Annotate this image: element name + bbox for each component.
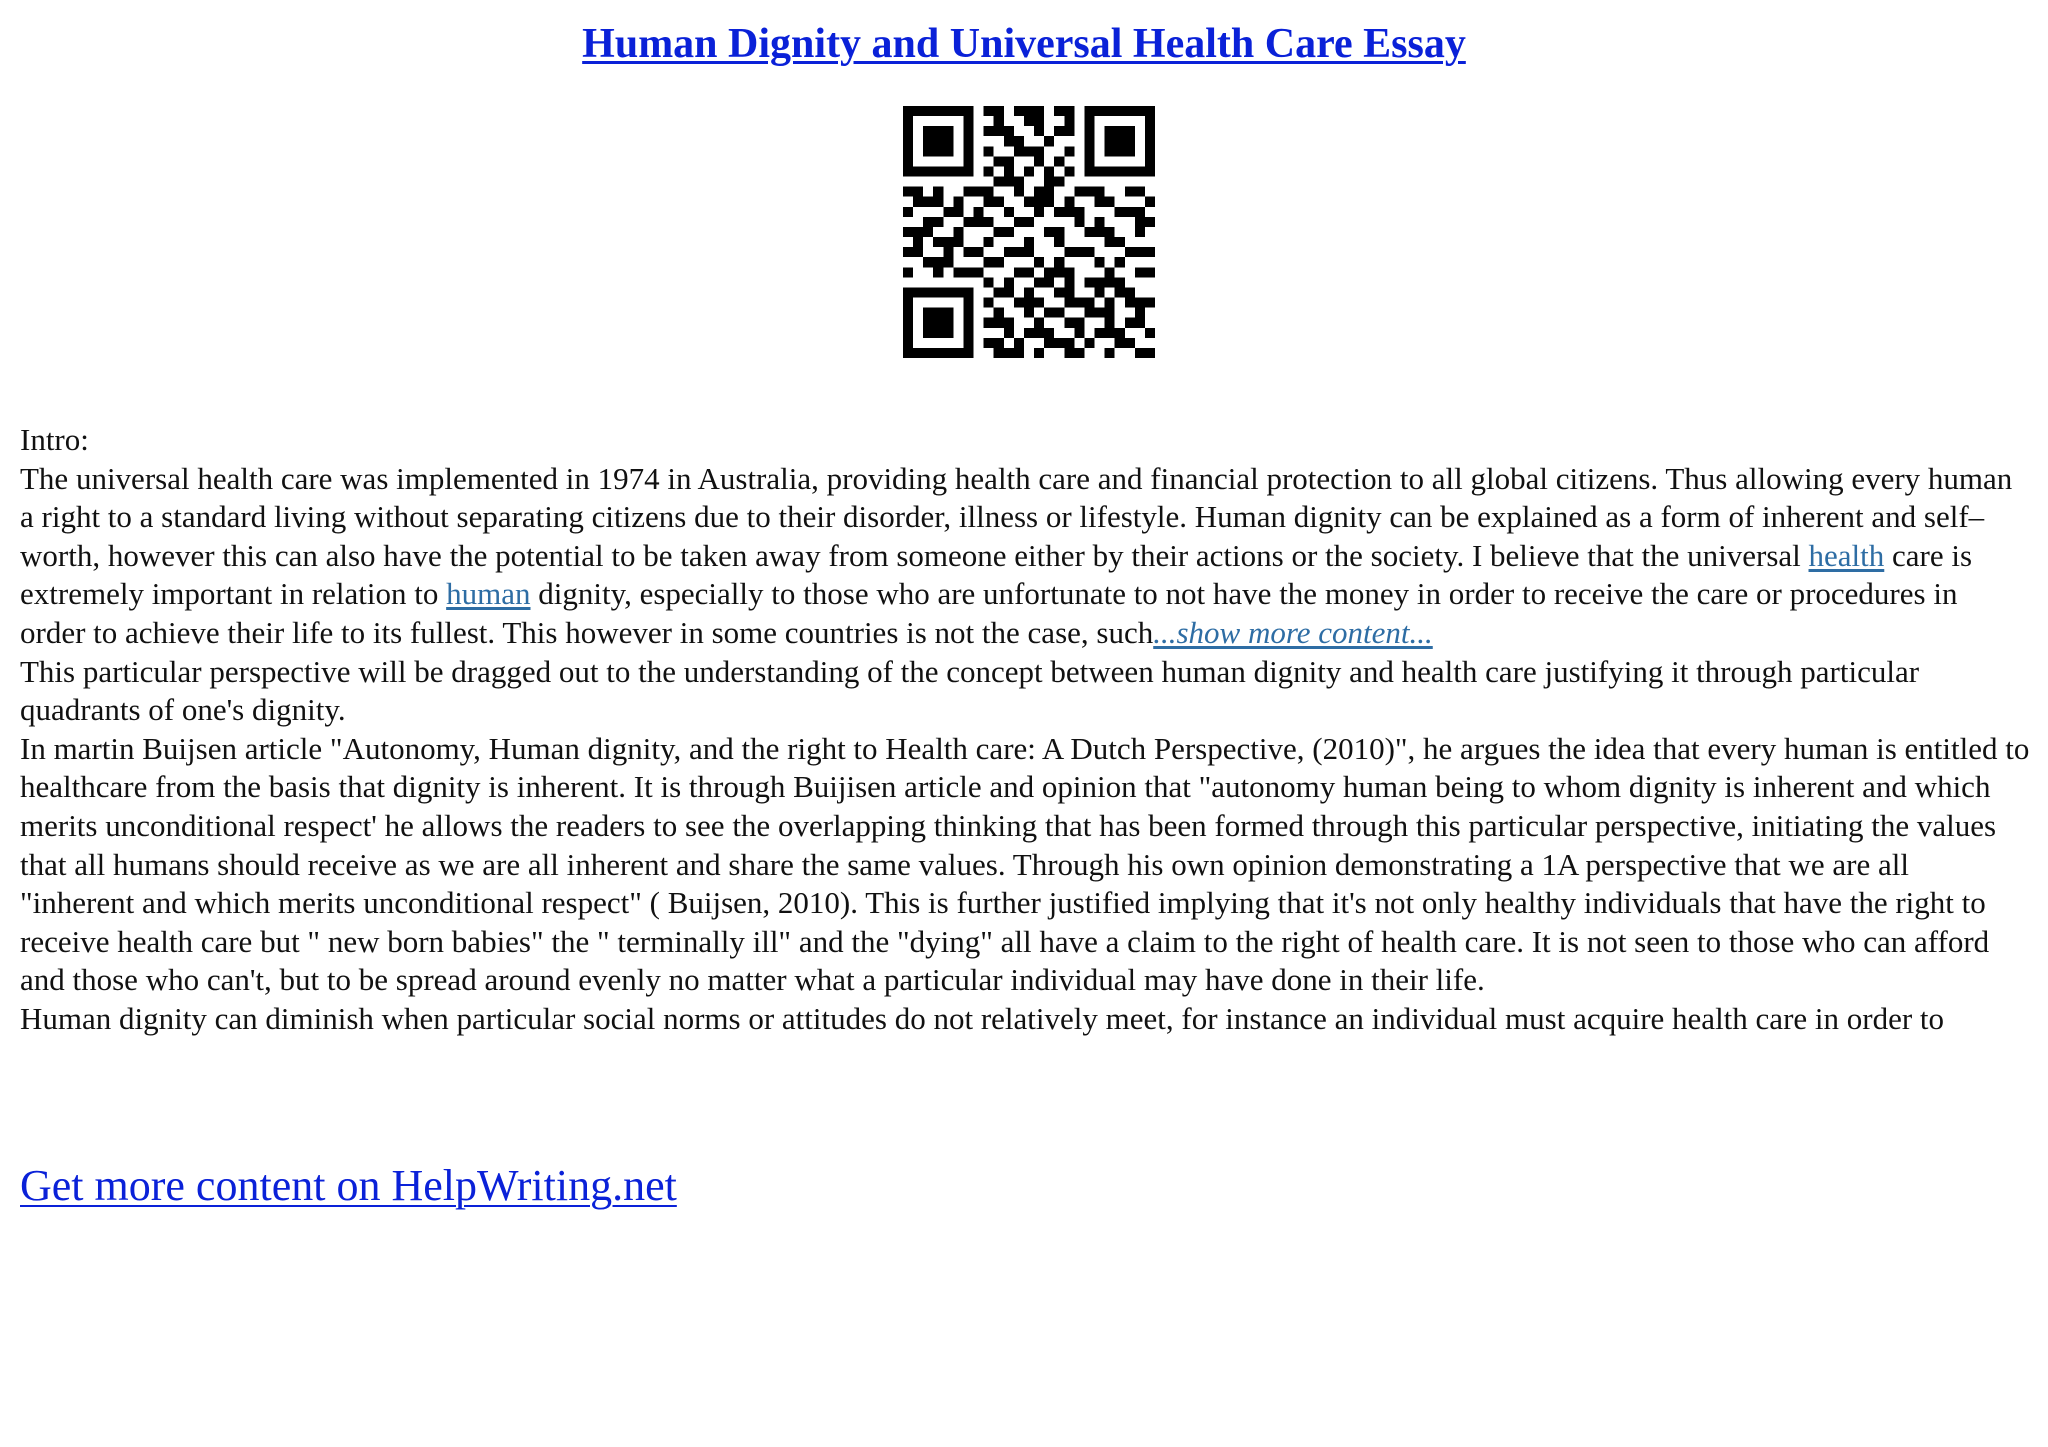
qr-code-icon xyxy=(903,106,1155,358)
document-title xyxy=(0,16,2048,72)
paragraph-1-text-b: care is extremely important in relation to xyxy=(20,537,1973,612)
health-link[interactable]: health xyxy=(1808,537,1885,573)
paragraph-1-text-a: The universal health care was implemented in 1974 in Australia, providing health care and financial protection to all global citizens. Thus allowing every human a right to a standard living without separating citizens due to their disorder, illness or lifestyle. Human dignity can be explained as a form of inherent and self–worth, however this can also have the potential to be taken away from someone either by their actions or the society. I believe that the universal xyxy=(20,460,2013,573)
intro-label: Intro: xyxy=(20,422,89,457)
essay-paragraph-3: In martin Buijsen article "Autonomy, Human dignity, and the right to Health care: A Dutch Perspective, (2010)", he argues the idea that every human is entitled to healthcare from the basis that dignity is inherent. It is through Buijisen article and opinion that "autonomy human being to whom dignity is inherent and which merits unconditional respect' he allows the readers to see the overlapping thinking that has been formed through this particular perspective, initiating the values that all humans should receive as we are all inherent and share the same values. Through his own opinion demonstrating a 1A perspective that we are all "inherent and which merits unconditional respect" ( Buijsen, 2010). This is further justified implying that it's not only healthy individuals that have the right to receive health care but " new born babies" the " terminally ill" and the "dying" all have a claim to the right of health care. It is not seen to those who can afford and those who can't, but to be spread around evenly no matter what a particular individual may have done in their life. xyxy=(20,730,2030,998)
essay-body xyxy=(20,421,2030,1039)
get-more-content-link[interactable]: Get more content on HelpWriting.net xyxy=(20,1161,677,1210)
title-link[interactable]: Human Dignity and Universal Health Care Essay xyxy=(582,21,1466,67)
essay-paragraph-2: This particular perspective will be dragged out to the understanding of the concept between human dignity and health care justifying it through particular quadrants of one's dignity. xyxy=(20,653,1920,728)
essay-paragraph-4: Human dignity can diminish when particular social norms or attitudes do not relatively meet, for instance an individual must acquire health care in order to xyxy=(20,1000,1945,1036)
paragraph-1-text-c: dignity, especially to those who are unfortunate to not have the money in order to receive the care or procedures in order to achieve their life to its fullest. This however in some countries is not the case, such xyxy=(20,576,1958,650)
footer xyxy=(20,1158,677,1214)
essay-paragraph-1 xyxy=(20,460,2030,653)
show-more-link[interactable]: ...show more content... xyxy=(1153,614,1433,650)
human-link[interactable]: human xyxy=(446,576,531,612)
